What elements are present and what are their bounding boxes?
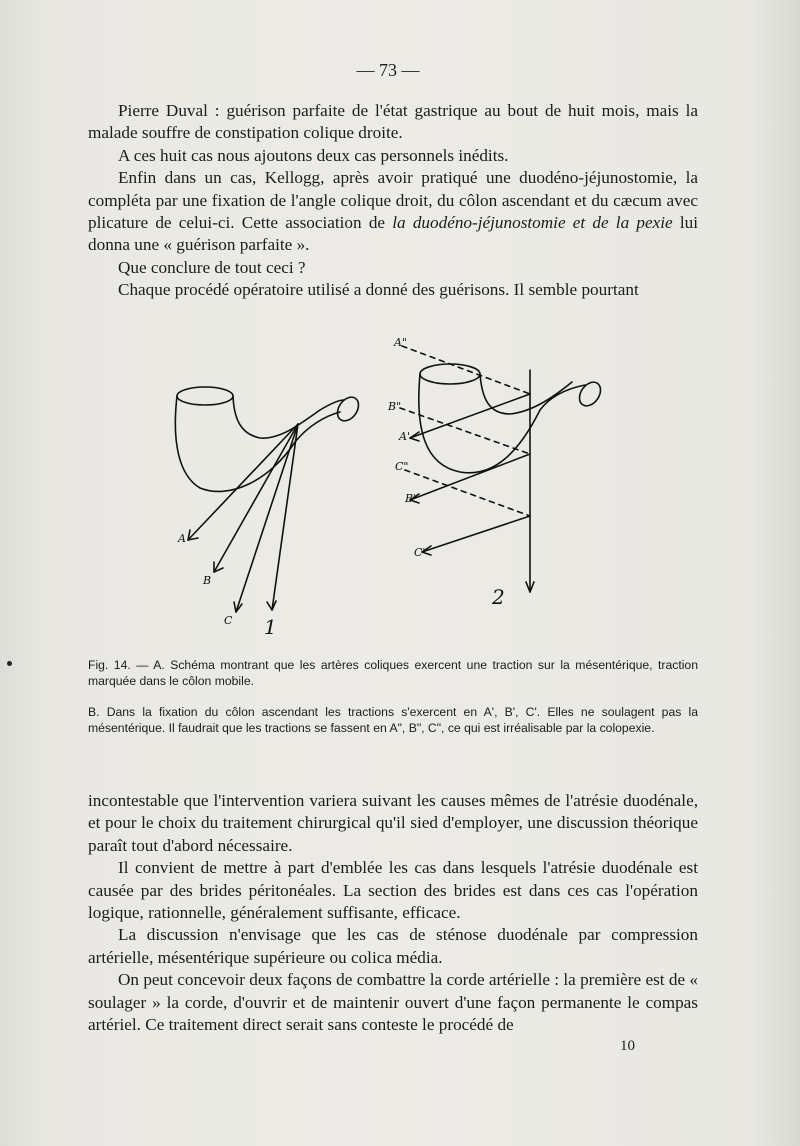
figure-14	[160, 330, 620, 642]
paragraph-kellogg	[88, 167, 698, 257]
paragraph-incontestable: incontestable que l'intervention variera suivant les causes mêmes de l'atrésie duodénale, et pour le choix du traitement chirurgical qu'il sied d'employer, une discussion théorique paraît tout d'abord nécessaire.	[88, 791, 698, 855]
paragraph-question: Que conclure de tout ceci ?	[118, 257, 306, 277]
paragraph-duval: Pierre Duval : guérison parfaite de l'état gastrique au bout de huit mois, mais la malade souffre de constipation colique droite.	[88, 101, 698, 143]
figure-14-drawing	[160, 330, 620, 642]
fig2-label-c-double: C"	[395, 460, 409, 473]
fig2-label-a-prime: A'	[399, 430, 410, 443]
fig2-organ-outline	[419, 364, 605, 473]
figure-caption-b: B. Dans la fixation du côlon ascendant les tractions s'exercent en A', B', C'. Elles ne soulagent pas la mésentérique. Il faudrait que les tractions se fassent en A", B", C", ce qui est irréalisable par la colopexie.	[88, 705, 698, 735]
kellogg-emphasis: la duodéno-jéjunostomie et de la pexie	[392, 213, 673, 233]
fig2-label-c-prime: C'	[414, 546, 426, 559]
fig2-dashed-lines	[400, 346, 530, 516]
signature-folio: 10	[620, 1038, 635, 1054]
fig1-label-b: B	[203, 574, 212, 587]
kellogg-text-a: Enfin dans un cas, Kellogg, après avoir pratiqué une duodéno-jéjunostomie, la compléta par une fixation de l'angle colique droit, du côlon ascendant et du cæcum avec plicature de celui-ci. Cette association de	[88, 168, 698, 233]
fig2-label-a-double: A"	[394, 336, 408, 349]
paragraph-cases: A ces huit cas nous ajoutons deux cas personnels inédits.	[118, 145, 509, 165]
page-number: — 73 —	[356, 60, 420, 80]
paragraph-discussion: La discussion n'envisage que les cas de sténose duodénale par compression artérielle, mésentérique supérieure ou colica média.	[88, 925, 698, 967]
bottom-text-block	[88, 790, 698, 1036]
fig1-label-a: A	[178, 532, 186, 545]
fig2-label-b-prime: B'	[405, 492, 417, 505]
margin-dot	[7, 661, 12, 666]
fig2-number: 2	[492, 585, 505, 609]
paragraph-corde: On peut concevoir deux façons de combattre la corde artérielle : la première est de « soulager » la corde, d'ouvrir et de maintenir ouvert d'une façon permanente le compas artériel. Ce traitement direct serait sans conteste le procédé de	[88, 970, 698, 1035]
figure-caption-a: Fig. 14. — A. Schéma montrant que les artères coliques exercent une traction sur la mésentérique, traction marquée dans le côlon mobile.	[88, 658, 698, 688]
fig1-label-c: C	[224, 614, 233, 627]
fig1-number: 1	[264, 615, 277, 639]
kellogg-text-b: lui donna une « guérison parfaite ».	[88, 213, 698, 255]
fig2-label-b-double: B"	[388, 400, 402, 413]
paragraph-brides: Il convient de mettre à part d'emblée les cas dans lesquels l'atrésie duodénale est causée par des brides péritonéales. La section des brides est dans ces cas l'opération logique, rationnelle, généralement suffisante, efficace.	[88, 858, 698, 923]
paragraph-procedure: Chaque procédé opératoire utilisé a donné des guérisons. Il semble pourtant	[118, 280, 639, 300]
top-text-block	[88, 100, 698, 302]
